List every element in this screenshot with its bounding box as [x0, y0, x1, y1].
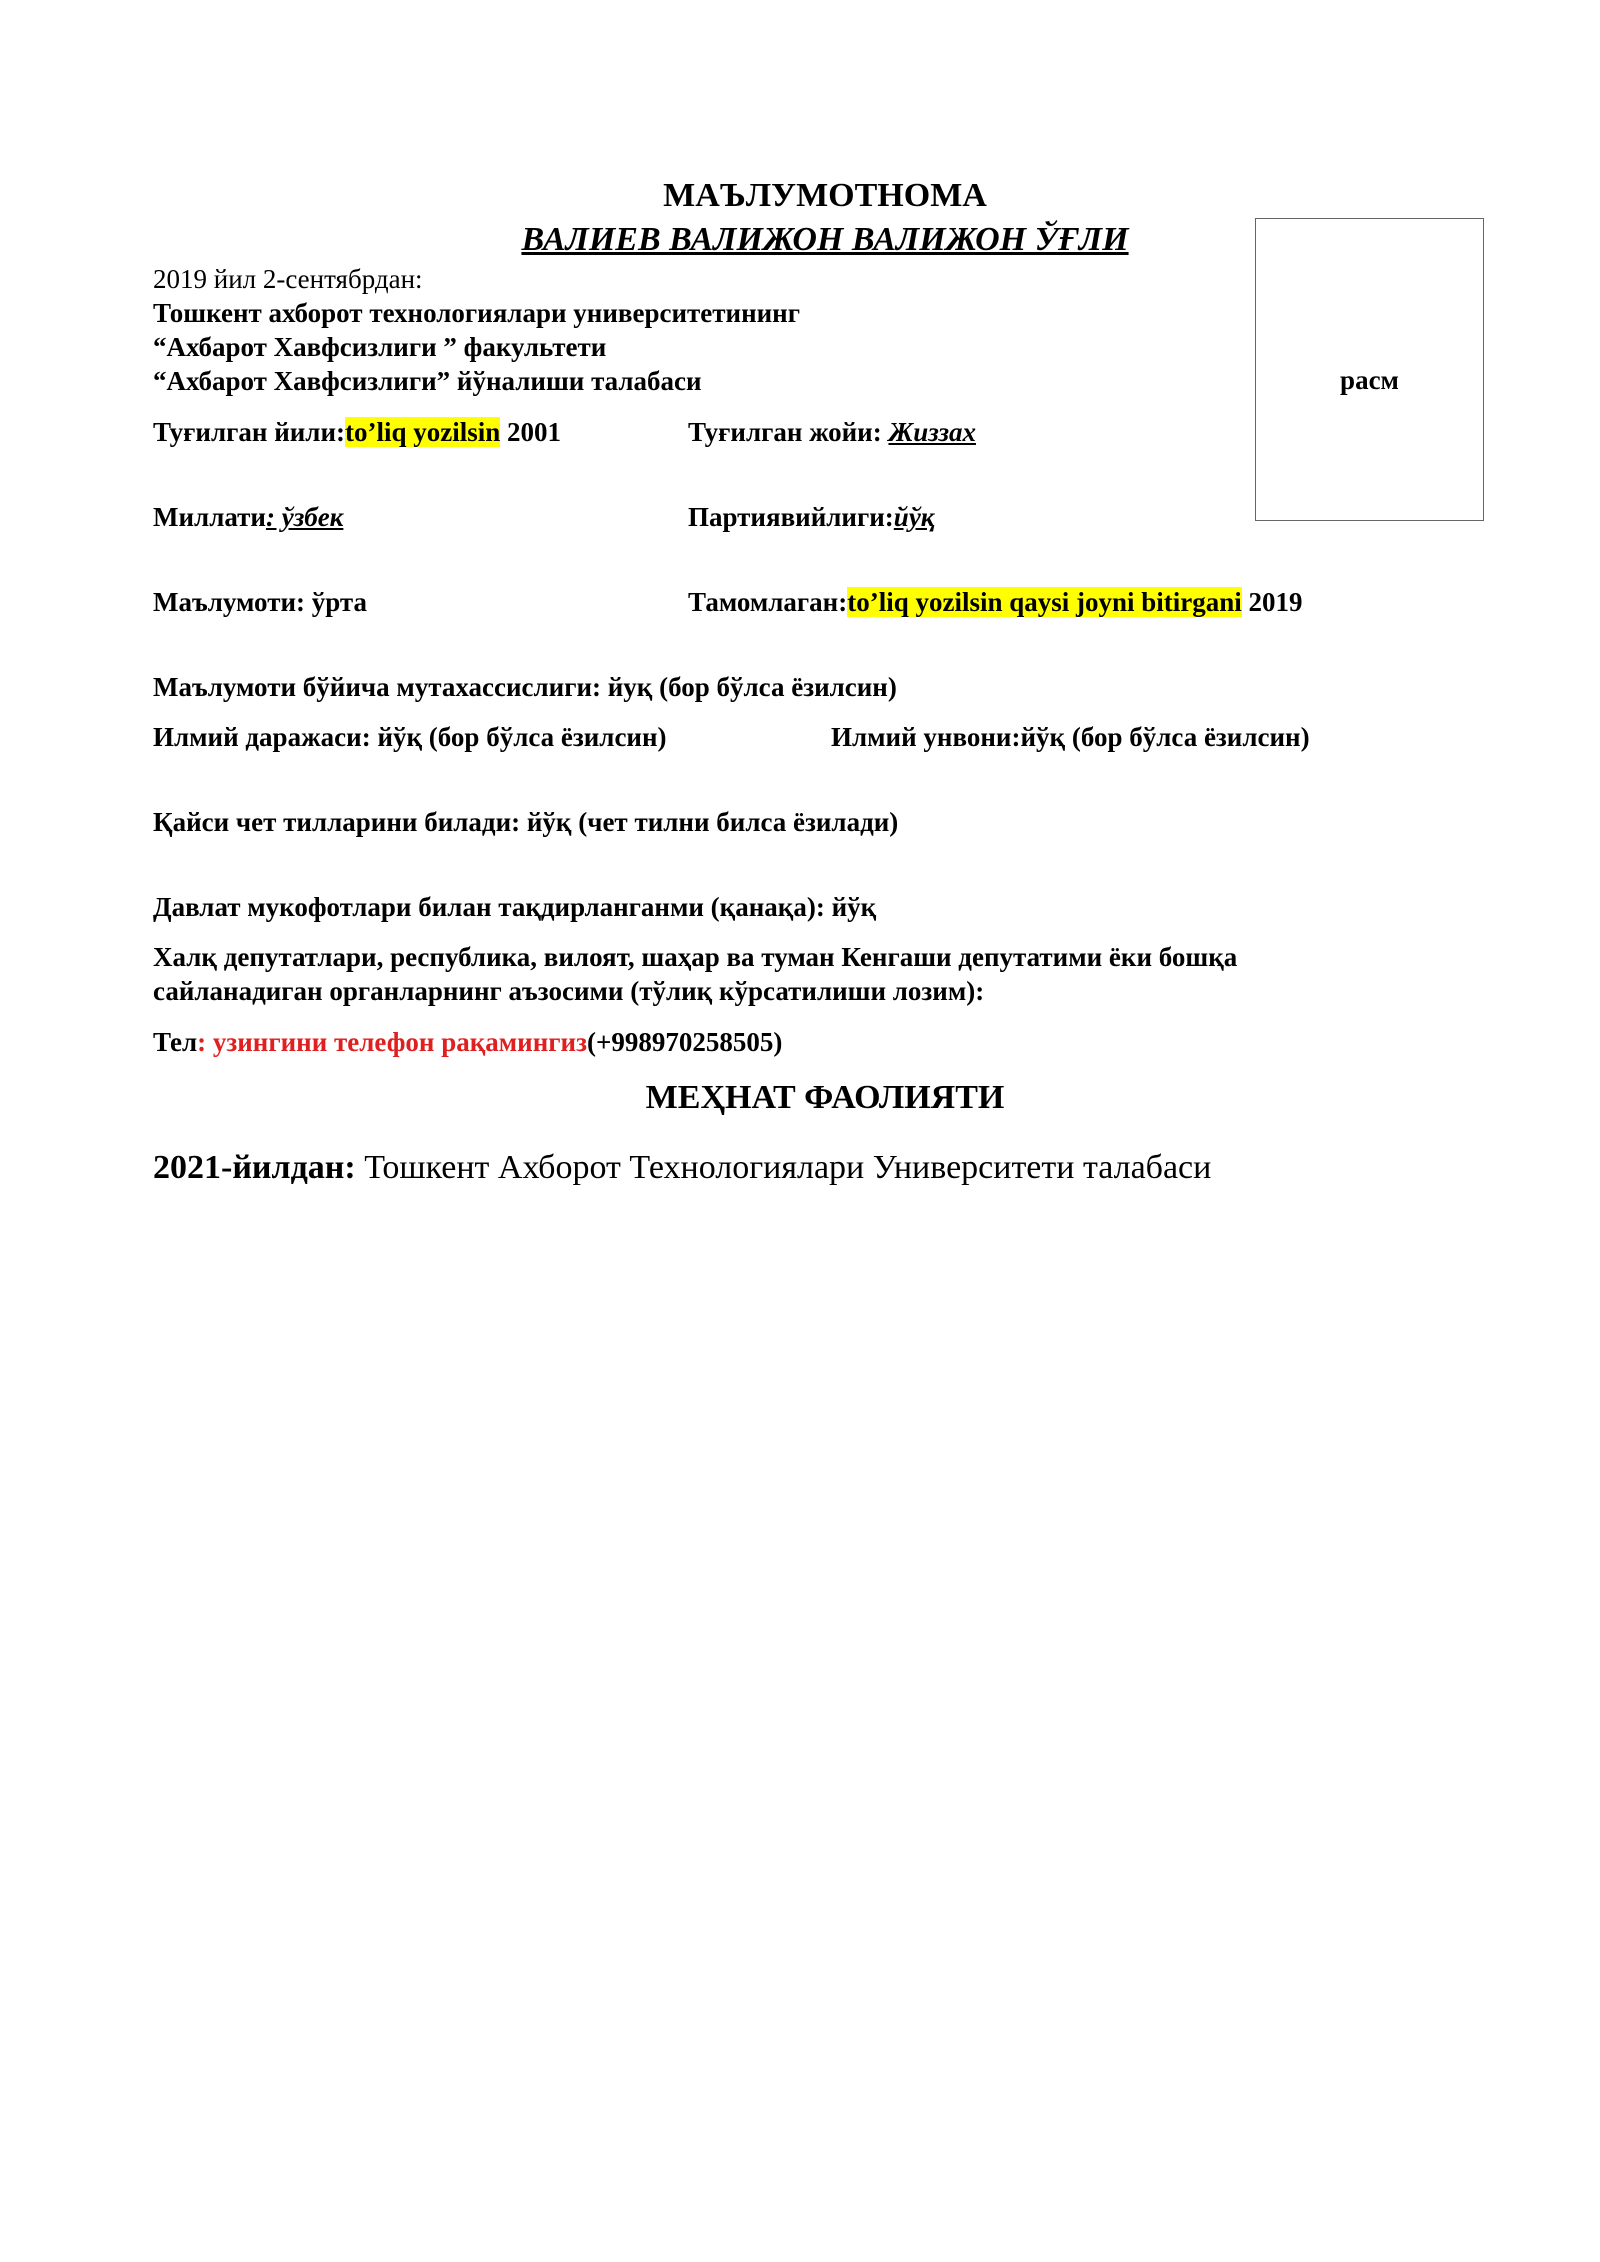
person-name-text: ВАЛИЕВ ВАЛИЖОН ВАЛИЖОН ЎҒЛИ: [521, 221, 1129, 258]
labor-heading: МЕҲНАТ ФАОЛИЯТИ: [645, 1079, 1005, 1116]
specialty-row: Маълумоти бўйича мутахассислиги: йуқ (бор бўлса ёзилсин): [153, 672, 897, 702]
direction-line: “Ахбарот Хавфсизлиги” йўналиши талабаси: [153, 366, 702, 396]
party-value: йўқ: [893, 502, 935, 532]
labor-text: Тошкент Ахборот Технологиялари Университети талабаси: [355, 1149, 1212, 1186]
graduated-hint: to’liq yozilsin qaysi joyni bitirgani: [847, 587, 1242, 617]
labor-year: 2021-йилдан:: [153, 1149, 356, 1186]
university-line: Тошкент ахборот технологиялари университетининг: [153, 298, 800, 328]
phone-value: (+998970258505): [586, 1027, 783, 1057]
phone-label: Тел: [153, 1027, 198, 1057]
graduated-row: [688, 585, 1303, 619]
rank-row: Илмий унвони:йўқ (бор бўлса ёзилсин): [831, 722, 1310, 752]
birth-year-row: [153, 415, 561, 449]
degree-row: Илмий даражаси: йўқ (бор бўлса ёзилсин): [153, 722, 667, 752]
awards-row: Давлат мукофотлари билан тақдирланганми (қанақа): йўқ: [153, 892, 877, 922]
party-row: [688, 500, 934, 534]
languages-row: Қайси чет тилларини билади: йўқ (чет тилни билса ёзилади): [153, 807, 899, 837]
graduated-label: Тамомлаган:: [688, 587, 848, 617]
photo-placeholder: [1255, 218, 1484, 521]
party-label: Партиявийлиги:: [688, 502, 894, 532]
nationality-row: [153, 500, 343, 534]
date-line: 2019 йил 2-сентябрдан:: [153, 264, 423, 294]
birth-place-value: Жиззах: [888, 417, 976, 447]
deputy-row-line1: Халқ депутатлари, республика, вилоят, шаҳар ва туман Кенгаши депутатими ёки бошқа: [153, 942, 1238, 972]
document-title: МАЪЛУМОТНОМА: [663, 177, 987, 214]
nationality-value: : ўзбек: [265, 502, 344, 532]
birth-year-value: 2001: [500, 417, 562, 447]
photo-label: расм: [1340, 365, 1399, 395]
deputy-row-line2: сайланадиган органларнинг аъзосими (тўлиқ кўрсатилиши лозим):: [153, 976, 985, 1006]
birth-place-row: [688, 415, 976, 449]
nationality-label: Миллати: [153, 502, 266, 532]
phone-hint: : узингини телефон рақамингиз: [197, 1027, 587, 1057]
birth-year-label: Туғилган йили:: [153, 417, 346, 447]
labor-entry: [153, 1148, 1211, 1188]
birth-year-hint: to’liq yozilsin: [345, 417, 501, 447]
faculty-line: “Ахбарот Хавфсизлиги ” факультети: [153, 332, 607, 362]
education-row: Маълумоти: ўрта: [153, 587, 368, 617]
graduated-value: 2019: [1241, 587, 1303, 617]
phone-row: [153, 1025, 782, 1059]
birth-place-label: Туғилган жойи:: [688, 417, 889, 447]
